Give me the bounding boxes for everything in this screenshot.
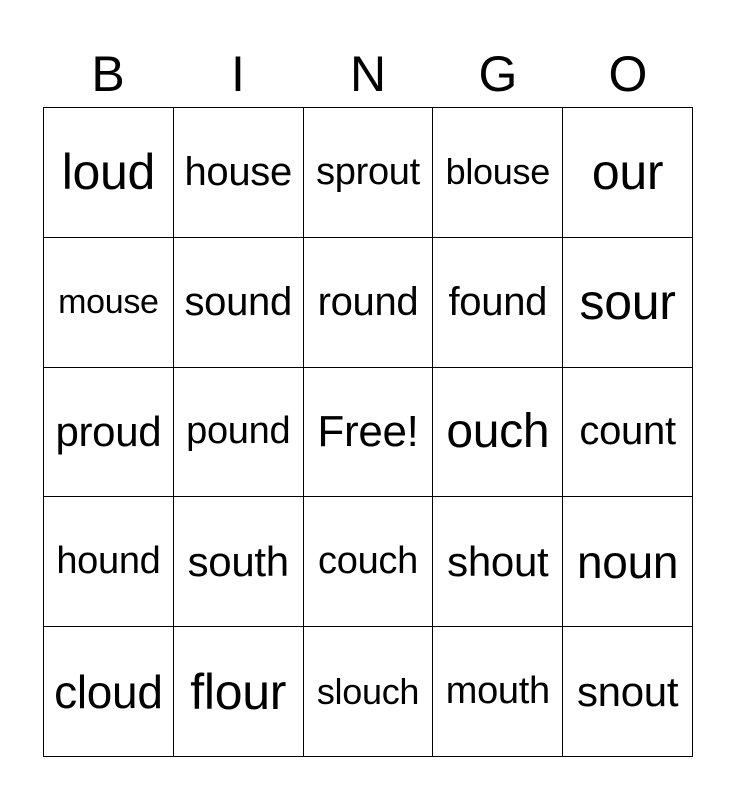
board-cell[interactable]: sprout bbox=[304, 108, 434, 238]
board-cell[interactable]: flour bbox=[174, 627, 304, 757]
board-cell[interactable]: loud bbox=[44, 108, 174, 238]
board-cell[interactable]: south bbox=[174, 497, 304, 627]
board-cell[interactable]: couch bbox=[304, 497, 434, 627]
board-cell[interactable]: noun bbox=[563, 497, 693, 627]
board-cell[interactable]: house bbox=[174, 108, 304, 238]
board-cell[interactable]: cloud bbox=[44, 627, 174, 757]
header-letter-b: B bbox=[91, 46, 125, 102]
header-letter-o: O bbox=[608, 46, 648, 102]
board-cell[interactable]: our bbox=[563, 108, 693, 238]
board-cell[interactable]: ouch bbox=[433, 368, 563, 498]
header-letter-g: G bbox=[478, 46, 518, 102]
bingo-header bbox=[43, 40, 693, 108]
board-cell[interactable]: proud bbox=[44, 368, 174, 498]
board-cell[interactable]: pound bbox=[174, 368, 304, 498]
board-cell[interactable]: mouse bbox=[44, 238, 174, 368]
board-cell[interactable]: found bbox=[433, 238, 563, 368]
board-cell[interactable]: snout bbox=[563, 627, 693, 757]
board-cell[interactable]: sound bbox=[174, 238, 304, 368]
free-space-cell[interactable]: Free! bbox=[304, 368, 434, 498]
header-letter-i: I bbox=[231, 46, 245, 102]
board-cell[interactable]: sour bbox=[563, 238, 693, 368]
board-cell[interactable]: round bbox=[304, 238, 434, 368]
board-cell[interactable]: count bbox=[563, 368, 693, 498]
board-cell[interactable]: slouch bbox=[304, 627, 434, 757]
header-letter-n: N bbox=[349, 46, 387, 102]
board-cell[interactable]: shout bbox=[433, 497, 563, 627]
board-cell[interactable]: blouse bbox=[433, 108, 563, 238]
bingo-board bbox=[43, 107, 693, 757]
board-cell[interactable]: hound bbox=[44, 497, 174, 627]
board-cell[interactable]: mouth bbox=[433, 627, 563, 757]
